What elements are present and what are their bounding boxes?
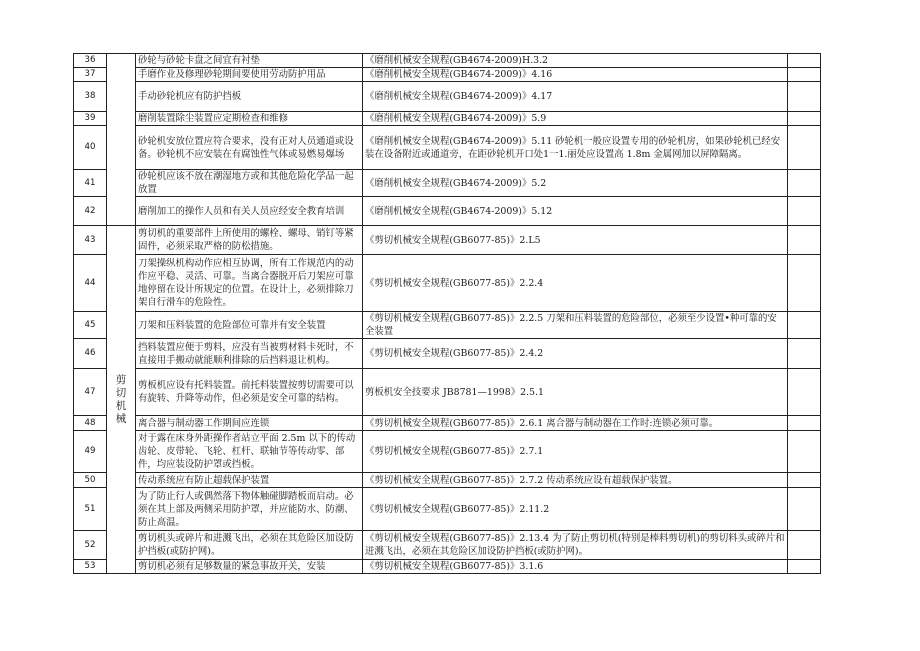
requirement-text: 刀架和压料装置的危险部位可靠并有安全装置 <box>136 312 363 339</box>
remark-cell <box>788 369 821 416</box>
row-number: 52 <box>74 531 107 560</box>
row-number: 46 <box>74 339 107 369</box>
requirement-text: 磨削加工的操作人员和有关人员应经安全教育培训 <box>136 197 363 226</box>
requirement-text: 手磨作业及修理砂轮期间要使用劳动防护用品 <box>136 68 363 82</box>
category-label: 剪切机械 <box>115 373 127 425</box>
basis-text: 《磨削机械安全规程(GB4674-2009)》5.11 砂轮机一般应设置专用的砂轮机房，如果砂轮机已经安装在设备附近或通道旁，在距砂轮机开口处1一1.丽处应设置高 1.8m 金属网加以屏障隔离。 <box>363 126 788 170</box>
table-row <box>74 255 821 312</box>
requirement-text: 砂轮机应该不放在潮湿地方或和其他危险化学品一起放置 <box>136 170 363 197</box>
remark-cell <box>788 126 821 170</box>
row-number: 42 <box>74 197 107 226</box>
category-cell-grinding <box>107 54 136 226</box>
row-number: 47 <box>74 369 107 416</box>
table-row <box>74 54 821 68</box>
table-row <box>74 473 821 488</box>
row-number: 49 <box>74 431 107 473</box>
requirement-text: 对于露在床身外距操作者站立平面 2.5m 以下的传动齿轮、皮带轮、飞轮、杠杆、联轴节等传动零、部件，均应装设防护罩或挡板。 <box>136 431 363 473</box>
requirement-text: 剪切机的重要部件上所使用的螺栓、螺母、销钉等紧固件，必须采取严格的防松措施。 <box>136 226 363 255</box>
remark-cell <box>788 339 821 369</box>
row-number: 38 <box>74 82 107 112</box>
table-row <box>74 197 821 226</box>
requirement-text: 离合器与制动器工作期间应连锁 <box>136 416 363 431</box>
basis-text: 《磨削机械安全规程(GB4674-2009)》5.9 <box>363 112 788 126</box>
table-row <box>74 369 821 416</box>
requirement-text: 剪板机应设有托料装置。前托料装置按剪切需要可以有旋转、升降等动作，但必须是安全可靠的结构。 <box>136 369 363 416</box>
requirement-text: 砂轮与砂轮卡盘之间宜有衬垫 <box>136 54 363 68</box>
row-number: 39 <box>74 112 107 126</box>
basis-text: 《剪切机械安全规程(GB6077-85)》2.2.4 <box>363 255 788 312</box>
table-row <box>74 226 821 255</box>
remark-cell <box>788 54 821 68</box>
row-number: 44 <box>74 255 107 312</box>
table-row <box>74 312 821 339</box>
table-row <box>74 339 821 369</box>
requirement-text: 刀架操纵机构动作应相互协调，所有工作规范内的动作应平稳、灵活、可靠。当离合器脱开后刀架应可靠地停留在设计所规定的位置。在设计上，必须排除刀架自行滑车的危险性。 <box>136 255 363 312</box>
remark-cell <box>788 416 821 431</box>
requirement-text: 手动砂轮机应有防护挡板 <box>136 82 363 112</box>
table-row <box>74 560 821 574</box>
table-row <box>74 112 821 126</box>
requirement-text: 传动系统应有防止超载保护装置 <box>136 473 363 488</box>
requirement-text: 为了防止行人或偶然落下物体触碰脚踏板而启动。必须在其上部及两侧采用防护罩，并应能防水、防潮、防止高温。 <box>136 488 363 531</box>
row-number: 51 <box>74 488 107 531</box>
basis-text: 《磨削机械安全规程(GB4674-2009)》4.16 <box>363 68 788 82</box>
remark-cell <box>788 531 821 560</box>
remark-cell <box>788 312 821 339</box>
table-row <box>74 416 821 431</box>
basis-text: 《剪切机械安全规程(GB6077-85)》2.2.5 刀架和压料装置的危险部位，必须至少设置•种可靠的安全装置 <box>363 312 788 339</box>
row-number: 41 <box>74 170 107 197</box>
basis-text: 《剪切机械安全规程(GB6077-85)》2.4.2 <box>363 339 788 369</box>
table-row <box>74 170 821 197</box>
row-number: 43 <box>74 226 107 255</box>
row-number: 36 <box>74 54 107 68</box>
safety-checklist-table <box>73 53 821 574</box>
table-row <box>74 82 821 112</box>
basis-text: 《剪切机械安全规程(GB6077-85)》3.1.6 <box>363 560 788 574</box>
table-row <box>74 126 821 170</box>
requirement-text: 挡料装置应便于剪料，应没有当被剪材料卡死时，不直接用手搬动就能顺利排除的后挡料退让机构。 <box>136 339 363 369</box>
remark-cell <box>788 68 821 82</box>
basis-text: 《剪切机械安全规程(GB6077-85)》2.11.2 <box>363 488 788 531</box>
row-number: 53 <box>74 560 107 574</box>
row-number: 45 <box>74 312 107 339</box>
category-cell-shear <box>107 226 136 574</box>
requirement-text: 剪切机必须有足够数量的紧急事故开关，安装 <box>136 560 363 574</box>
basis-text: 《剪切机械安全规程(GB6077-85)》2.13.4 为了防止剪切机(特别是棒料剪切机)的剪切料头或碎片和迸溅飞出，必须在其危险区加设防护挡板(或防护网)。 <box>363 531 788 560</box>
table-row <box>74 431 821 473</box>
basis-text: 《磨削机械安全规程(GB4674-2009)》5.12 <box>363 197 788 226</box>
table-row <box>74 488 821 531</box>
remark-cell <box>788 488 821 531</box>
row-number: 37 <box>74 68 107 82</box>
remark-cell <box>788 473 821 488</box>
basis-text: 剪板机安全技要求 JB8781—1998》2.5.1 <box>363 369 788 416</box>
remark-cell <box>788 255 821 312</box>
remark-cell <box>788 197 821 226</box>
basis-text: 《磨削机械安全规程(GB4674-2009)H.3.2 <box>363 54 788 68</box>
basis-text: 《剪切机械安全规程(GB6077-85)》2.7.2 传动系统应设有超载保护装置。 <box>363 473 788 488</box>
row-number: 50 <box>74 473 107 488</box>
basis-text: 《剪切机械安全规程(GB6077-85)》2.6.1 离合器与制动器在工作时:连锁必须可靠。 <box>363 416 788 431</box>
remark-cell <box>788 82 821 112</box>
requirement-text: 剪切机头或碎片和进溅飞出，必须在其危险区加设防护挡板(或防护网)。 <box>136 531 363 560</box>
remark-cell <box>788 431 821 473</box>
requirement-text: 砂轮机安放位置应符合要求，没有正对人员通道或设备。砂轮机不应安装在有腐蚀性气体或易燃易爆场 <box>136 126 363 170</box>
basis-text: 《磨削机械安全规程(GB4674-2009)》4.17 <box>363 82 788 112</box>
table-row <box>74 68 821 82</box>
remark-cell <box>788 170 821 197</box>
basis-text: 《剪切机械安全规程(GB6077-85)》2.7.1 <box>363 431 788 473</box>
remark-cell <box>788 112 821 126</box>
basis-text: 《剪切机械安全规程(GB6077-85)》2.L5 <box>363 226 788 255</box>
row-number: 40 <box>74 126 107 170</box>
remark-cell <box>788 560 821 574</box>
remark-cell <box>788 226 821 255</box>
requirement-text: 磨削装置除尘装置应定期检查和维修 <box>136 112 363 126</box>
row-number: 48 <box>74 416 107 431</box>
basis-text: 《磨削机械安全规程(GB4674-2009)》5.2 <box>363 170 788 197</box>
table-row <box>74 531 821 560</box>
